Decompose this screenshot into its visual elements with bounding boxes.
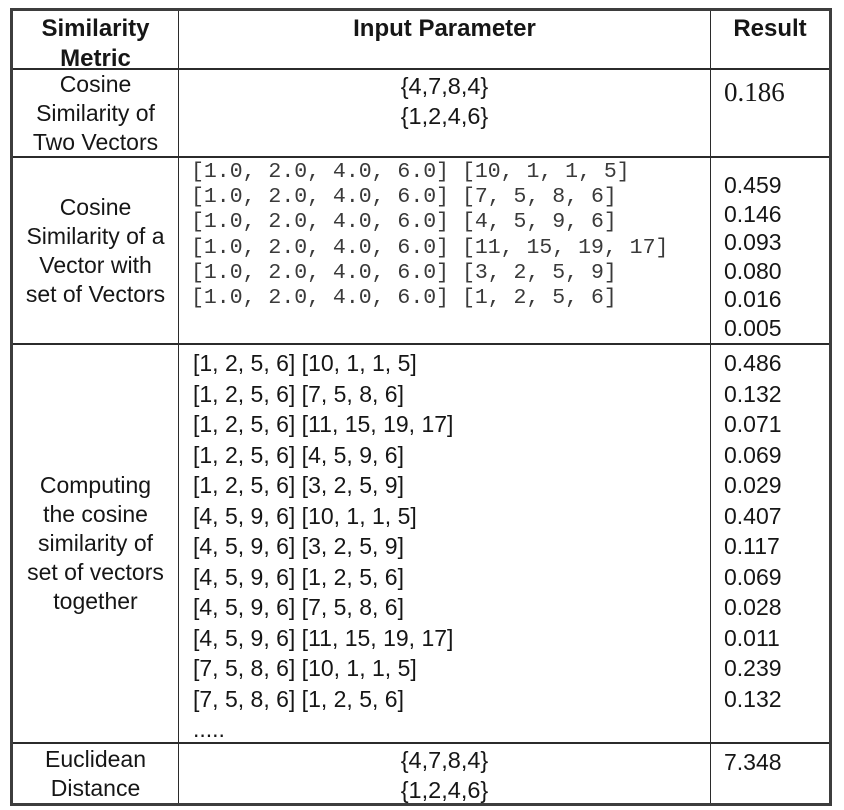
input-line: [4, 5, 9, 6] [11, 15, 19, 17] [193,624,454,651]
result-value: 0.132 [724,380,782,407]
metric-line: the cosine [43,501,148,527]
inputs-cosine-two-vectors [179,70,711,158]
result-value: 0.028 [724,594,782,620]
input-line: [4, 5, 9, 6] [3, 2, 5, 9] [193,533,404,559]
result-value: 0.069 [724,563,782,590]
result-cosine-two-vectors: 0.186 [711,70,829,158]
metric-euclidean-distance [13,744,179,803]
metric-line: Similarity of [36,99,155,126]
results-vector-with-set [711,158,829,345]
metric-cosine-two-vectors [13,70,179,158]
input-line: [1.0, 2.0, 4.0, 6.0] [10, 1, 1, 5] [191,160,630,184]
input-line: ..... [193,716,225,742]
result-value: 0.016 [724,286,782,312]
result-value: 0.005 [724,314,782,341]
metric-line: Vector with [39,251,152,278]
result-value: 0.486 [724,350,782,376]
result-value: 0.080 [724,257,782,284]
metric-line: Distance [50,774,141,801]
result-value: 0.239 [724,655,782,681]
metric-line: similarity of [37,530,153,556]
input-line: [7, 5, 8, 6] [1, 2, 5, 6] [193,685,404,712]
input-line: [4, 5, 9, 6] [10, 1, 1, 5] [193,502,417,529]
input-line: {4,7,8,4} [400,73,489,99]
input-line: [1.0, 2.0, 4.0, 6.0] [1, 2, 5, 6] [191,286,617,311]
input-line: [1.0, 2.0, 4.0, 6.0] [7, 5, 8, 6] [191,185,617,210]
similarity-metrics-table [10,8,832,806]
header-result: Result [711,11,829,70]
result-value: 0.117 [724,533,780,559]
metric-line: Similarity of a [26,222,165,249]
result-euclidean-distance: 7.348 [724,749,782,775]
input-line: [1, 2, 5, 6] [4, 5, 9, 6] [193,441,404,468]
result-value: 0.093 [724,229,782,255]
input-line: {1,2,4,6} [400,777,489,803]
metric-line: Euclidean [44,745,147,772]
input-line: {4,7,8,4} [400,747,489,773]
result-value: 0.029 [724,472,782,498]
results-set-of-vectors-together [711,345,829,744]
header-line: Metric [60,45,131,70]
result-value: 0.071 [724,411,782,437]
metric-line: Computing [39,472,152,498]
input-line: [1.0, 2.0, 4.0, 6.0] [11, 15, 19, 17] [191,235,669,260]
inputs-set-of-vectors-together [179,345,711,744]
input-line: [1.0, 2.0, 4.0, 6.0] [3, 2, 5, 9] [191,260,617,285]
metric-vector-with-set [13,158,179,345]
input-line: [1, 2, 5, 6] [10, 1, 1, 5] [193,350,417,376]
header-input-parameter: Input Parameter [179,11,711,70]
metric-line: set of Vectors [25,280,166,307]
metric-set-of-vectors-together [13,345,179,744]
metric-line: Cosine [59,193,132,220]
header-line: Similarity [41,15,150,42]
result-value: 0.459 [724,172,782,198]
inputs-euclidean-distance [179,744,711,803]
result-value: 0.069 [724,441,782,468]
result-value: 0.146 [724,200,782,227]
result-value: 0.011 [724,624,780,651]
input-line: [1, 2, 5, 6] [3, 2, 5, 9] [193,472,404,498]
inputs-vector-with-set [179,158,711,345]
metric-line: set of vectors [27,559,164,585]
input-line: [1, 2, 5, 6] [11, 15, 19, 17] [193,411,454,437]
header-similarity-metric [13,11,179,70]
input-line: {1,2,4,6} [400,103,489,129]
result-value: 0.407 [724,502,782,529]
input-line: [1, 2, 5, 6] [7, 5, 8, 6] [193,380,404,407]
result-value: 0.132 [724,685,782,712]
input-line: [4, 5, 9, 6] [1, 2, 5, 6] [193,563,404,590]
input-line: [7, 5, 8, 6] [10, 1, 1, 5] [193,655,417,681]
metric-line: Two Vectors [32,128,159,155]
metric-line: together [53,588,138,614]
input-line: [4, 5, 9, 6] [7, 5, 8, 6] [193,594,404,620]
metric-line: Cosine [59,70,132,97]
input-line: [1.0, 2.0, 4.0, 6.0] [4, 5, 9, 6] [191,210,617,235]
